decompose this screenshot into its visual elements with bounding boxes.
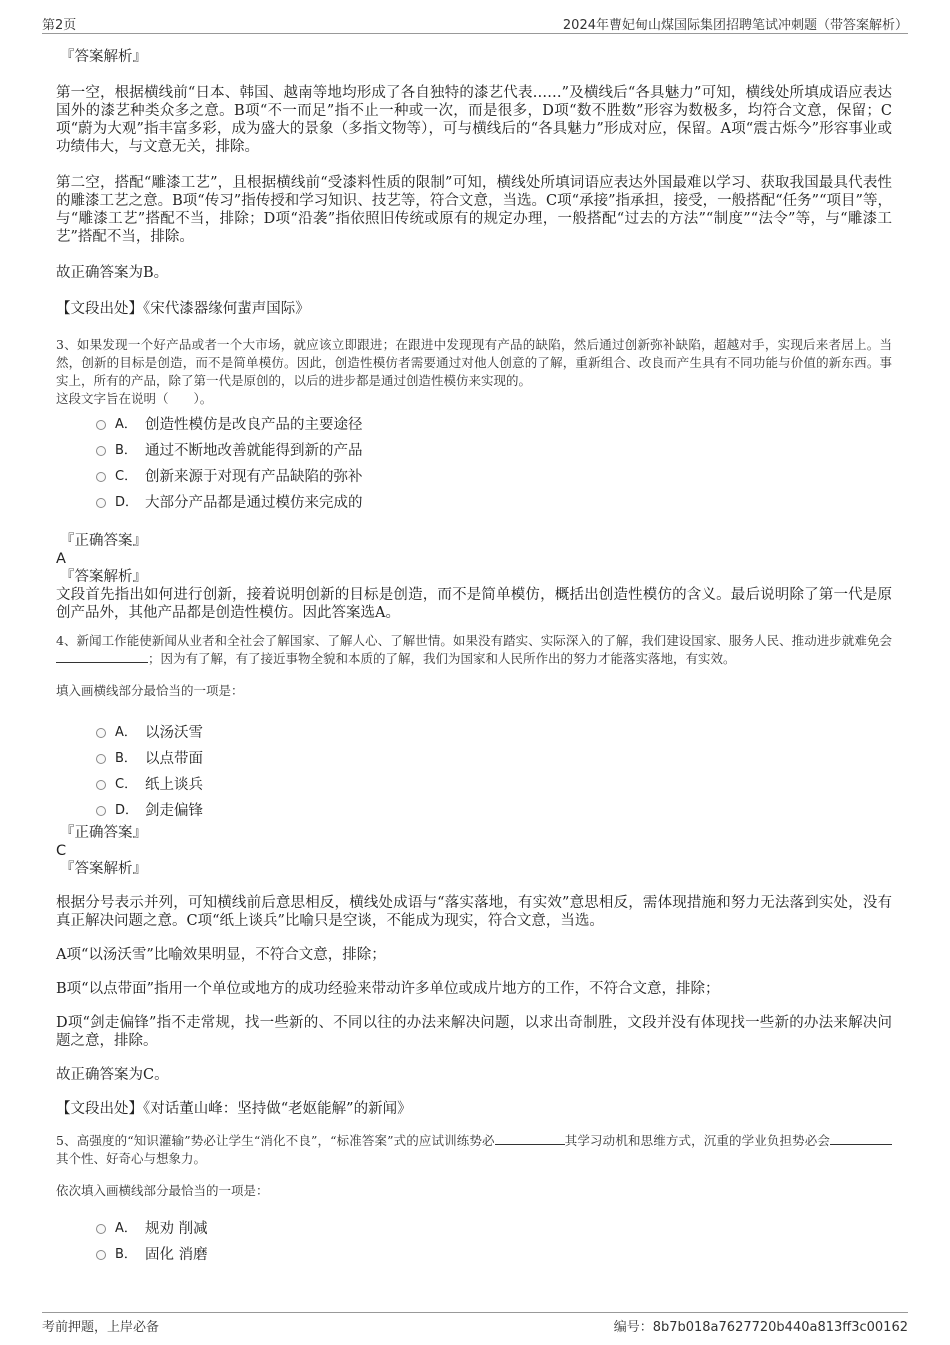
option-b[interactable]: B． 以点带面 <box>96 746 892 772</box>
radio-icon[interactable] <box>96 754 106 764</box>
radio-icon[interactable] <box>96 472 106 482</box>
analysis-paragraph: 第一空，根据横线前“日本、韩国、越南等地均形成了各自独特的漆艺代表……”及横线后“各具魅力”可知，横线处所填成语应表达国外的漆艺种类众多之意。B项“不一而足”指不止一种或一次，而是很多，D项“数不胜数”形容为数极多，均符合文意，保留；C项“蔚为大观”指丰富多彩，成为盛大的景象（多指文物等），可与横线后的“各具魅力”形成对应，保留。A项“震古烁今”形容事业或功绩伟大，与文意无关，排除。 <box>56 85 892 155</box>
option-c[interactable]: C． 创新来源于对现有产品缺陷的弥补 <box>96 464 892 490</box>
analysis-label: 『答案解析』 <box>60 49 147 65</box>
radio-icon[interactable] <box>96 1250 106 1260</box>
question-3-prompt: 这段文字旨在说明（ ）。 <box>56 391 213 406</box>
option-b[interactable]: B． 固化 消磨 <box>96 1242 892 1268</box>
analysis-paragraph: 文段首先指出如何进行创新，接着说明创新的目标是创造，而不是简单模仿，概括出创造性模仿的含义。最后说明除了第一代是原创产品外，其他产品都是创造性模仿。因此答案选A。 <box>56 587 892 621</box>
correct-answer-label: 『正确答案』 <box>60 533 147 549</box>
option-d[interactable]: D． 大部分产品都是通过模仿来完成的 <box>96 490 892 516</box>
page-header <box>42 12 908 34</box>
question-4-prompt: 填入画横线部分最恰当的一项是： <box>56 683 244 698</box>
correct-answer: A <box>56 551 66 567</box>
option-d[interactable]: D． 剑走偏锋 <box>96 798 892 824</box>
correct-answer-label: 『正确答案』 <box>60 825 147 841</box>
page-number: 第2页 <box>42 18 77 33</box>
radio-icon[interactable] <box>96 498 106 508</box>
question-3-stem: 3、如果发现一个好产品或者一个大市场，就应该立即跟进；在跟进中发现现有产品的缺陷，然后通过创新弥补缺陷，超越对手，实现后来者居上。当然，创新的目标是创造，而不是简单模仿。因此，创造性模仿者需要通过对他人创意的了解，重新组合、改良而产生具有不同功能与价值的新东西。事实上，所有的产品，除了第一代是原创的，以后的进步都是通过创造性模仿来实现的。 <box>56 337 892 388</box>
radio-icon[interactable] <box>96 446 106 456</box>
document-id: 编号：8b7b018a7627720b440a813ff3c00162 <box>613 1320 908 1335</box>
document-title: 2024年曹妃甸山煤国际集团招聘笔试冲刺题（带答案解析） <box>562 18 908 33</box>
question-3-options <box>96 412 892 516</box>
question-5-prompt: 依次填入画横线部分最恰当的一项是： <box>56 1183 269 1198</box>
analysis-label: 『答案解析』 <box>60 861 147 877</box>
radio-icon[interactable] <box>96 420 106 430</box>
conclusion-text: 故正确答案为C。 <box>56 1067 169 1083</box>
source-citation: 【文段出处】《对话董山峰：坚持做“老妪能解”的新闻》 <box>56 1101 412 1117</box>
analysis-paragraph: B项“以点带面”指用一个单位或地方的成功经验来带动许多单位或成片地方的工作，不符合文意，排除； <box>56 981 720 997</box>
option-a[interactable]: A． 以汤沃雪 <box>96 720 892 746</box>
page-footer <box>42 1312 908 1336</box>
fill-blank <box>830 1133 892 1145</box>
radio-icon[interactable] <box>96 728 106 738</box>
source-citation: 【文段出处】《宋代漆器缘何蜚声国际》 <box>56 301 310 317</box>
option-a[interactable]: A． 创造性模仿是改良产品的主要途径 <box>96 412 892 438</box>
option-b[interactable]: B． 通过不断地改善就能得到新的产品 <box>96 438 892 464</box>
analysis-paragraph: 第二空，搭配“雕漆工艺”，且根据横线前“受漆料性质的限制”可知，横线处所填词语应表达外国最难以学习、获取我国最具代表性的雕漆工艺之意。B项“传习”指传授和学习知识、技艺等，符合文意，当选。C项“承接”指承担，接受，一般搭配“任务”“项目”等，与“雕漆工艺”搭配不当，排除；D项“沿袭”指依照旧传统或原有的规定办理，一般搭配“过去的方法”“制度”“法令”等，与“雕漆工艺”搭配不当，排除。 <box>56 175 892 245</box>
analysis-label: 『答案解析』 <box>60 569 147 585</box>
fill-blank <box>56 651 148 663</box>
radio-icon[interactable] <box>96 1224 106 1234</box>
analysis-paragraph: D项“剑走偏锋”指不走常规，找一些新的、不同以往的办法来解决问题，以求出奇制胜，文段并没有体现找一些新的办法来解决问题之意，排除。 <box>56 1015 892 1049</box>
question-4-stem: 4、新闻工作能使新闻从业者和全社会了解国家、了解人心、了解世情。如果没有踏实、实际深入的了解，我们建设国家、服务人民、推动进步就难免会；因为有了解，有了接近事物全貌和本质的了解，我们为国家和人民所作出的努力才能落实落地，有实效。 <box>56 633 892 666</box>
question-5-options <box>96 1216 892 1268</box>
footer-slogan: 考前押题，上岸必备 <box>42 1320 160 1335</box>
option-a[interactable]: A． 规劝 削减 <box>96 1216 892 1242</box>
correct-answer: C <box>56 843 67 859</box>
conclusion-text: 故正确答案为B。 <box>56 265 169 281</box>
radio-icon[interactable] <box>96 806 106 816</box>
fill-blank <box>495 1133 565 1145</box>
question-4-options <box>96 720 892 824</box>
question-5-stem: 5、高强度的“知识灌输”势必让学生“消化不良”，“标准答案”式的应试训练势必 其学习动机和思维方式，沉重的学业负担势必会其个性、好奇心与想象力。 <box>56 1132 892 1168</box>
analysis-paragraph: A项“以汤沃雪”比喻效果明显，不符合文意，排除； <box>56 947 386 963</box>
analysis-paragraph: 根据分号表示并列，可知横线前后意思相反，横线处成语与“落实落地，有实效”意思相反，需体现措施和努力无法落到实处，没有真正解决问题之意。C项“纸上谈兵”比喻只是空谈，不能成为现实，符合文意，当选。 <box>56 895 892 929</box>
option-c[interactable]: C． 纸上谈兵 <box>96 772 892 798</box>
page-content <box>56 44 892 1268</box>
radio-icon[interactable] <box>96 780 106 790</box>
